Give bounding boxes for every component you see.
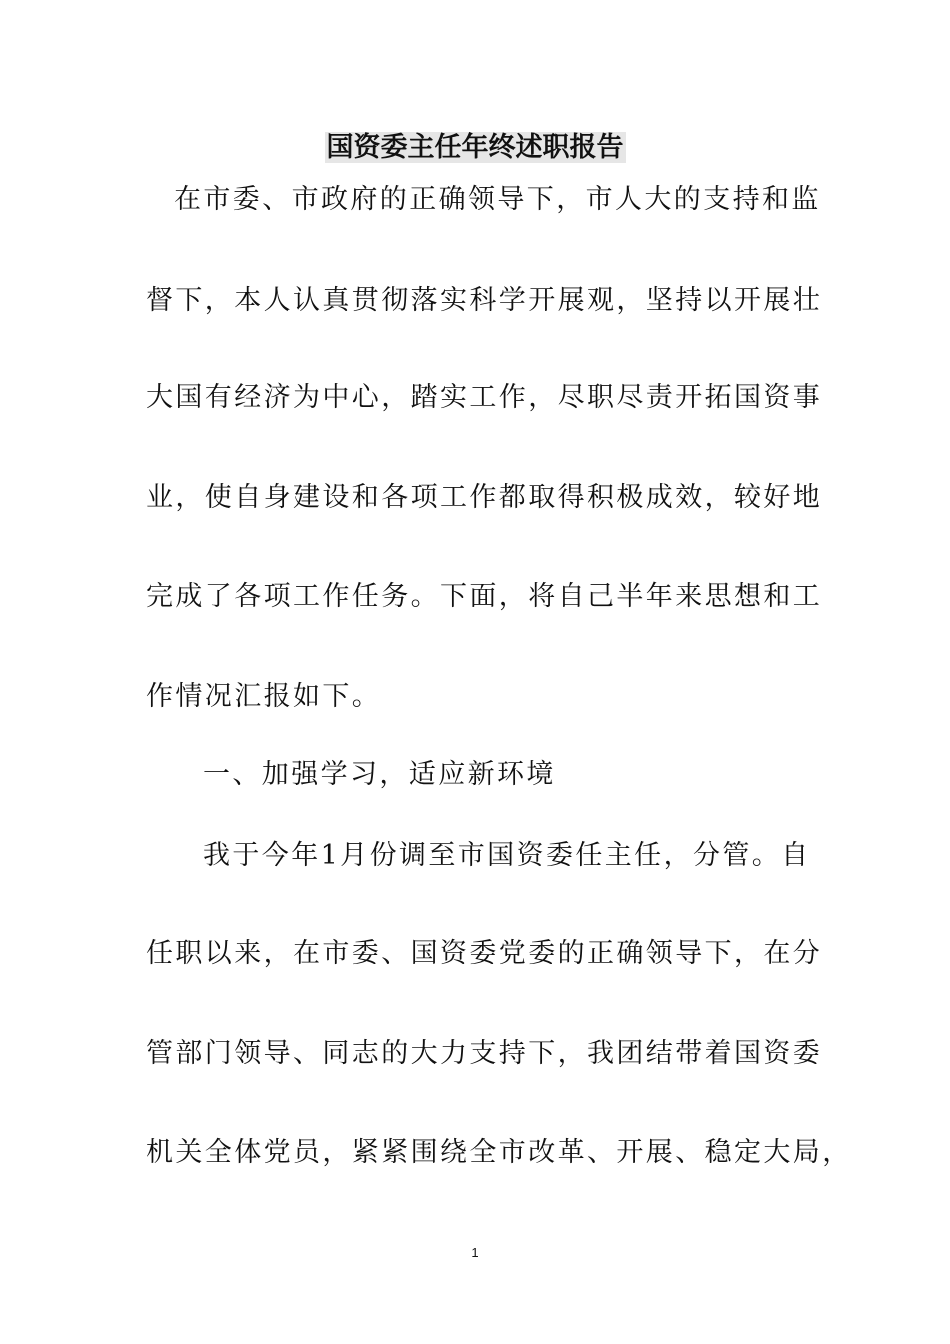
paragraph-line: 大国有经济为中心，踏实工作，尽职尽责开拓国资事	[146, 382, 823, 413]
document-title-text: 国资委主任年终述职报告	[326, 132, 624, 163]
paragraph-line: 业，使自身建设和各项工作都取得积极成效，较好地	[146, 482, 823, 513]
paragraph-line: 督下，本人认真贯彻落实科学开展观，坚持以开展壮	[146, 285, 823, 316]
paragraph-line: 在市委、市政府的正确领导下，市人大的支持和监	[174, 184, 821, 215]
section-heading: 一、加强学习，适应新环境	[203, 759, 556, 790]
paragraph-line: 管部门领导、同志的大力支持下，我团结带着国资委	[146, 1038, 823, 1069]
paragraph-line: 完成了各项工作任务。下面，将自己半年来思想和工	[146, 581, 823, 612]
paragraph-line: 机关全体党员，紧紧围绕全市改革、开展、稳定大局，	[146, 1137, 852, 1168]
paragraph-line: 作情况汇报如下。	[146, 681, 382, 712]
paragraph-line: 我于今年1月份调至市国资委任主任，分管。自	[203, 840, 811, 871]
document-title	[0, 128, 950, 168]
paragraph-line: 任职以来，在市委、国资委党委的正确领导下，在分	[146, 938, 823, 969]
page-number: 1	[471, 1245, 479, 1260]
